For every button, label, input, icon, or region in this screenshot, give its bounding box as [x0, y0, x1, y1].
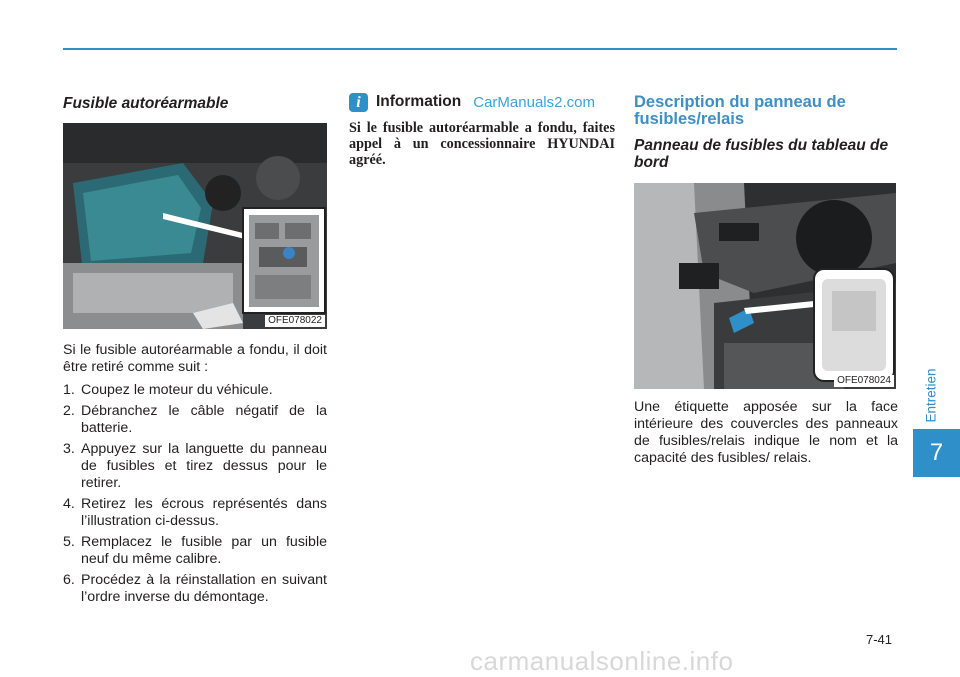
section-tab-label: Entretien: [923, 367, 939, 423]
info-icon: i: [349, 93, 368, 112]
dashboard-fuse-photo: [634, 183, 896, 389]
information-title: Information: [376, 93, 462, 110]
figure-code: OFE078022: [265, 315, 325, 327]
section-heading-self-resetting-fuse: Fusible autoréarmable: [63, 95, 229, 112]
removal-steps: [63, 382, 327, 606]
list-item: 5. Remplacez le fusible par un fusible neuf du même calibre.: [63, 534, 327, 567]
watermark-text: CarManuals2.com: [473, 93, 595, 111]
middle-column: [349, 92, 615, 168]
section-heading-panel-description: Description du panneau de fusibles/relais: [634, 93, 846, 128]
chapter-number-tab: 7: [913, 429, 960, 477]
left-column: [63, 95, 327, 610]
list-item: 6. Procédez à la réinstallation en suivant l’ordre inverse du démontage.: [63, 572, 327, 605]
list-item: 3. Appuyez sur la languette du panneau de fusibles et tirez dessus pour le retirer.: [63, 441, 327, 491]
intro-text: Si le fusible autoréarmable a fondu, il doit être retiré comme suit :: [63, 342, 327, 375]
label-description-text: Une étiquette apposée sur la face intérieure des couvercles des panneaux de fusibles/relais indique le nom et la capacité des fusibles/ relais.: [634, 399, 898, 466]
figure-code: OFE078024: [834, 375, 894, 387]
information-text: Si le fusible autoréarmable a fondu, faites appel à un concessionnaire HYUNDAI agréé.: [349, 120, 615, 168]
engine-fuse-photo: [63, 123, 327, 329]
information-header: [349, 92, 615, 112]
dashboard-illustration: [634, 183, 896, 389]
top-rule: [63, 48, 897, 50]
footer-watermark: carmanualsonline.info: [470, 646, 734, 676]
page-number: 7-41: [866, 632, 893, 647]
subheading-dashboard-fuse-panel: Panneau de fusibles du tableau de bord: [634, 137, 889, 171]
engine-bay-illustration: [63, 123, 327, 329]
right-column: [634, 94, 898, 467]
list-item: 1. Coupez le moteur du véhicule.: [63, 382, 273, 398]
list-item: 2. Débranchez le câble négatif de la batterie.: [63, 403, 327, 436]
list-item: 4. Retirez les écrous représentés dans l’illustration ci-dessus.: [63, 496, 327, 529]
